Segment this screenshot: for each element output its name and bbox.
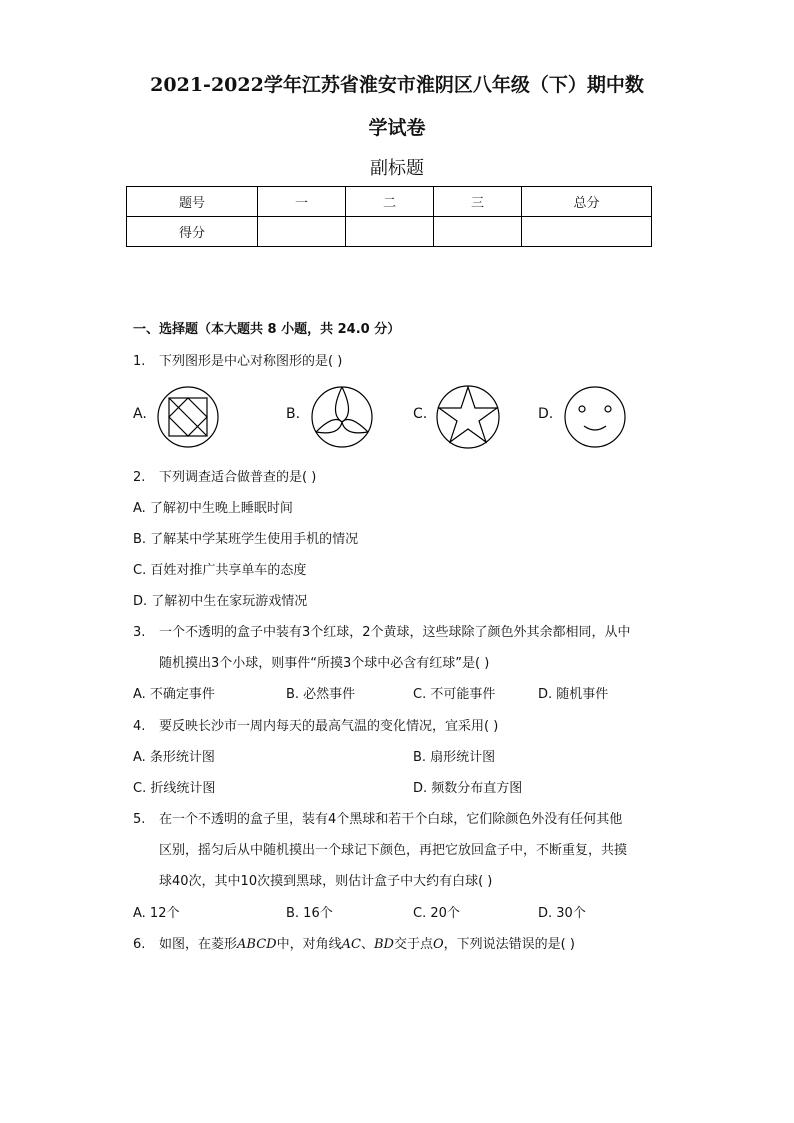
smiley-face-figure: [562, 384, 628, 450]
score-table-row: [127, 217, 652, 247]
question-text: 下列调查适合做普查的是( ): [159, 470, 317, 485]
page-subtitle: 副标题: [370, 158, 424, 179]
question-4: [133, 715, 498, 734]
option-b: B. 16个: [286, 906, 333, 921]
square-in-circle-figure: [155, 384, 221, 450]
option-a: A. 了解初中生晚上睡眠时间: [133, 501, 293, 516]
option-b: B. 必然事件: [286, 687, 356, 702]
question-text: 交于点: [393, 937, 433, 952]
option-label: C.: [413, 406, 428, 422]
question-text: 下列图形是中心对称图形的是( ): [159, 354, 343, 369]
question-text: 中，对角线: [276, 937, 342, 952]
question-2: [133, 466, 316, 485]
option-d: D. 频数分布直方图: [413, 781, 523, 796]
question-3: [133, 621, 631, 640]
option-d: D. 30个: [538, 906, 586, 921]
option-label: A.: [133, 406, 147, 422]
question-number: 2.: [133, 470, 146, 485]
option-a: A. 12个: [133, 906, 180, 921]
question-text-continued: 区别，摇匀后从中随机摸出一个球记下颜色，再把它放回盒子中，不断重复，共摸: [159, 843, 628, 858]
math-abcd: ABCD: [237, 937, 277, 952]
three-petal-circle-figure: [309, 384, 375, 450]
score-header-cell: 一: [258, 187, 346, 217]
question-5: [133, 808, 622, 827]
option-label: D.: [538, 406, 554, 422]
option-c: C. 百姓对推广共享单车的态度: [133, 563, 307, 578]
question-text: 如图，在菱形: [159, 937, 238, 952]
score-cell: [346, 217, 434, 247]
score-header-cell: 三: [434, 187, 522, 217]
question-number: 5.: [133, 812, 146, 827]
option-a: A. 不确定事件: [133, 687, 215, 702]
score-table-header-row: [127, 187, 652, 217]
option-c: C. 20个: [413, 906, 460, 921]
option-b: B. 扇形统计图: [413, 750, 496, 765]
page-title-line1: 2021-2022学年江苏省淮安市淮阴区八年级（下）期中数: [150, 74, 644, 96]
score-header-cell: 二: [346, 187, 434, 217]
question-text: 一个不透明的盒子中装有3个红球，2个黄球，这些球除了颜色外其余都相同，从中: [159, 625, 631, 640]
question-text-continued: 球40次，其中10次摸到黑球，则估计盒子中大约有白球( ): [159, 874, 493, 889]
question-number: 3.: [133, 625, 146, 640]
option-b: B. 了解某中学某班学生使用手机的情况: [133, 532, 359, 547]
question-text: 要反映长沙市一周内每天的最高气温的变化情况，宜采用( ): [159, 719, 499, 734]
option-d: D. 了解初中生在家玩游戏情况: [133, 594, 308, 609]
option-label: B.: [286, 406, 301, 422]
score-header-cell: 总分: [522, 187, 652, 217]
question-6: [133, 933, 575, 952]
star-in-circle-figure: [434, 383, 502, 451]
score-table: [126, 186, 652, 247]
score-cell: [434, 217, 522, 247]
score-cell: [258, 217, 346, 247]
option-d: D. 随机事件: [538, 687, 609, 702]
question-number: 6.: [133, 937, 146, 952]
question-text: 在一个不透明的盒子里，装有4个黑球和若干个白球，它们除颜色外没有任何其他: [159, 812, 623, 827]
option-c: C. 不可能事件: [413, 687, 496, 702]
question-1: [133, 350, 342, 369]
option-c: C. 折线统计图: [133, 781, 216, 796]
question-number: 1.: [133, 354, 146, 369]
page-title-line2: 学试卷: [368, 117, 426, 139]
section-title: 一、选择题（本大题共 8 小题，共 24.0 分）: [133, 322, 401, 337]
question-number: 4.: [133, 719, 146, 734]
option-a: A. 条形统计图: [133, 750, 215, 765]
score-row-label: 得分: [127, 217, 258, 247]
question-text: ，下列说法错误的是( ): [443, 937, 575, 952]
math-bd: BD: [373, 937, 394, 952]
math-ac: AC: [341, 937, 361, 952]
math-o: O: [432, 937, 444, 952]
question-text: 、: [360, 937, 374, 952]
score-header-cell: 题号: [127, 187, 258, 217]
question-text-continued: 随机摸出3个小球，则事件“所摸3个球中必含有红球”是( ): [159, 656, 490, 671]
score-cell: [522, 217, 652, 247]
